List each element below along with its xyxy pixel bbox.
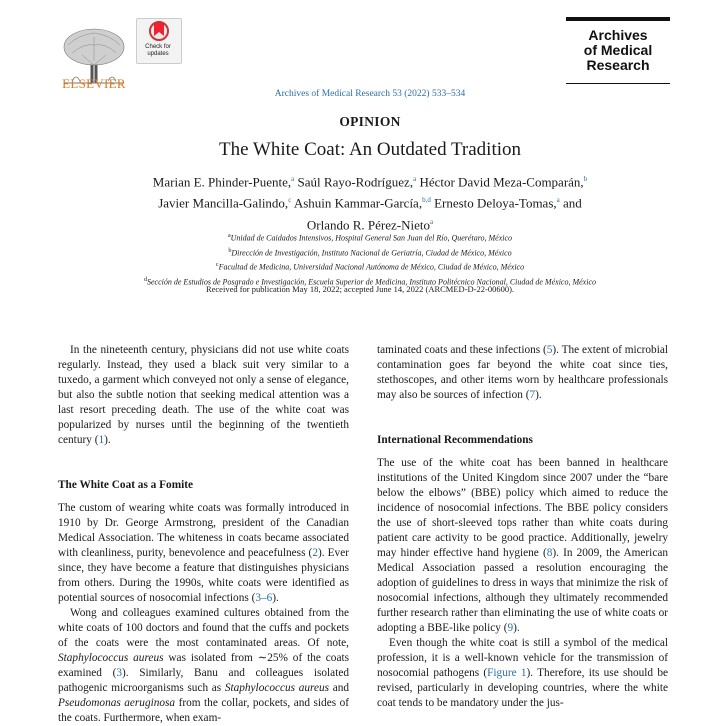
journal-name [566, 28, 670, 73]
affiliation-text: Facultad de Medicina, Universidad Nacional Autónoma de México, Ciudad de México, México [218, 262, 525, 272]
reference-link[interactable]: 9 [507, 622, 514, 634]
reference-link[interactable]: 3–6 [255, 592, 273, 604]
journal-name-line: Archives [588, 27, 648, 43]
article-section-label: OPINION [339, 114, 401, 129]
bookmark-icon [137, 19, 181, 41]
paragraph [377, 343, 668, 403]
right-column [377, 343, 668, 711]
publisher-name: ELSEVIER [62, 76, 126, 91]
affiliation-text: Unidad de Caidados Intensivos, Hospital General San Juan del Río, Querétaro, México [230, 233, 513, 243]
author-name: Marian E. Phinder-Puente, [152, 174, 292, 190]
affiliation-link[interactable]: b [583, 175, 588, 183]
check-for-updates-label: Check for updates [145, 44, 171, 57]
paragraph [377, 456, 668, 636]
author-conjunction: and [559, 195, 582, 211]
paragraph-text: and [329, 682, 350, 694]
affiliation-link[interactable]: a [430, 217, 434, 226]
paragraph-text: taminated coats and these infections ( [377, 344, 547, 356]
paragraph-text: was isolated from ∼25% of the coats examined ( [58, 652, 349, 679]
section-heading: International Recommendations [377, 434, 533, 446]
reference-link[interactable]: 1 [98, 434, 105, 446]
paragraph-text: Wong and colleagues examined cultures obtained from the white coats of 100 doctors and found that the cuffs and pockets of the coats were the most contaminated areas. Of note, [58, 607, 349, 649]
reference-link[interactable]: 3 [116, 667, 122, 679]
affiliation-link[interactable]: b,d [422, 196, 431, 205]
author-name: Javier Mancilla-Galindo, [158, 195, 289, 211]
figure-link[interactable]: Figure 1 [487, 667, 527, 679]
journal-name-line: Research [586, 57, 650, 73]
reference-link[interactable]: 8 [546, 547, 553, 559]
paragraph-text: The use of the white coat has been banned in healthcare institutions of the United Kingdom since 2007 under the “bare below the elbows” (BBE) policy which aimed to reduce the incidence of nosocomial infections. The BBE policy considers the use of short-sleeved tops rather than white coats during patient care activity to be good practice. Additionally, jewelry may hinder effective hand hygiene ( [377, 457, 668, 559]
affiliation-key: a [227, 233, 231, 239]
received-dates: Received for publication May 18, 2022; accepted June 14, 2022 (ARCMED-D-22-00600). [205, 284, 515, 294]
affiliation-item [60, 259, 680, 274]
paragraph-text: ). Therefore, its use should be revised, particularly in developing countries, where the white coat tends to be mandatory under the jus- [377, 667, 668, 709]
paragraph-text: ). [104, 434, 111, 446]
species-name: Staphylococcus aureus [224, 682, 330, 694]
paragraph-text: ). In 2009, the American Medical Association passed a resolution encouraging the adoption of guidelines to dress in ways that minimize the risk of nosocomial infections, although they ultimately recommended further research rather than eliminating the use of white coats or adopting a BBE-like policy ( [377, 547, 668, 634]
species-name: Pseudomonas aeruginosa [58, 697, 176, 709]
paragraph-text: In the nineteenth century, physicians did not use white coats regularly. Instead, they used a black suit very similar to a tuxedo, a garment which conveyed not only a sense of elegance, but also the subtle notion that seeking medical attention was a last resort preceding death. The use of the white coat was popularized by nurses until the beginning of the twentieth century ( [58, 344, 349, 446]
author-name: Ernesto Deloya-Tomas, [430, 195, 557, 211]
affiliation-text: Dirección de Investigación, Instituto Nacional de Geriatría, Ciudad de México, México [231, 248, 512, 258]
section-heading: The White Coat as a Fomite [58, 479, 194, 491]
paragraph [377, 636, 668, 711]
paragraph-text: from the collar, pockets, and sides of the coats. Furthermore, when exam- [58, 697, 350, 724]
article-title: The White Coat: An Outdated Tradition [218, 139, 522, 160]
left-column [58, 343, 349, 726]
paragraph [58, 343, 349, 448]
author-name: Saúl Rayo-Rodríguez, [294, 174, 414, 190]
paragraph-text: ). Similarly, Banu and colleagues isolated pathogenic microorganisms such as [58, 667, 349, 694]
paragraph-text: ). [272, 592, 279, 604]
paragraph-text: The custom of wearing white coats was formally introduced in 1910 by Dr. George Armstrong, president of the Canadian Medical Association. The whiteness in coats became associated with cleanliness, purity, benevolence and peacefulness ( [58, 502, 349, 559]
paragraph-text: ). [535, 389, 542, 401]
author-name: Orlando R. Pérez-Nieto [306, 216, 430, 232]
journal-name-line: of Medical [583, 42, 653, 58]
affiliations [60, 230, 680, 289]
affiliation-link[interactable]: a [556, 196, 560, 205]
affiliation-key: d [144, 276, 147, 283]
affiliation-key: c [215, 262, 219, 269]
author-name: Ashuin Kammar-García, [291, 195, 423, 211]
paragraph [58, 501, 349, 606]
affiliation-link[interactable]: c [288, 196, 292, 205]
affiliation-item [60, 245, 680, 260]
reference-link[interactable]: 5 [546, 344, 553, 356]
reference-link[interactable]: 2 [312, 547, 318, 559]
paragraph-text: ). Ever since, they have become a feature that distinguishes physicians from others. During the 1990s, white coats were identified as potential sources of nosocomial infections ( [58, 547, 349, 604]
species-name: Staphylococcus aureus [58, 652, 164, 664]
author-list [100, 170, 640, 234]
paragraph-text: ). [513, 622, 520, 634]
paragraph-text: Even though the white coat is still a symbol of the medical profession, it is a well-known vehicle for the transmission of nosocomial pathogens ( [377, 637, 668, 679]
paragraph [58, 606, 349, 726]
reference-link[interactable]: 7 [529, 389, 536, 401]
paragraph-text: ). The extent of microbial contamination goes far beyond the white coat since ties, stethoscopes, and other items worn by healthcare professionals may also be sources of infection ( [377, 344, 669, 401]
affiliation-item [60, 230, 680, 245]
affiliation-link[interactable]: a [291, 175, 295, 183]
affiliation-text: Sección de Estudios de Posgrado e Investigación, Escuela Superior de Medicina, Instituto Politécnico Nacional, Ciudad de México, México [147, 277, 596, 287]
affiliation-key: b [228, 247, 232, 254]
affiliation-link[interactable]: a [413, 175, 417, 183]
journal-citation-link[interactable]: Archives of Medical Research 53 (2022) 533–534 [274, 89, 466, 99]
author-name: Héctor David Meza-Comparán, [416, 174, 584, 190]
